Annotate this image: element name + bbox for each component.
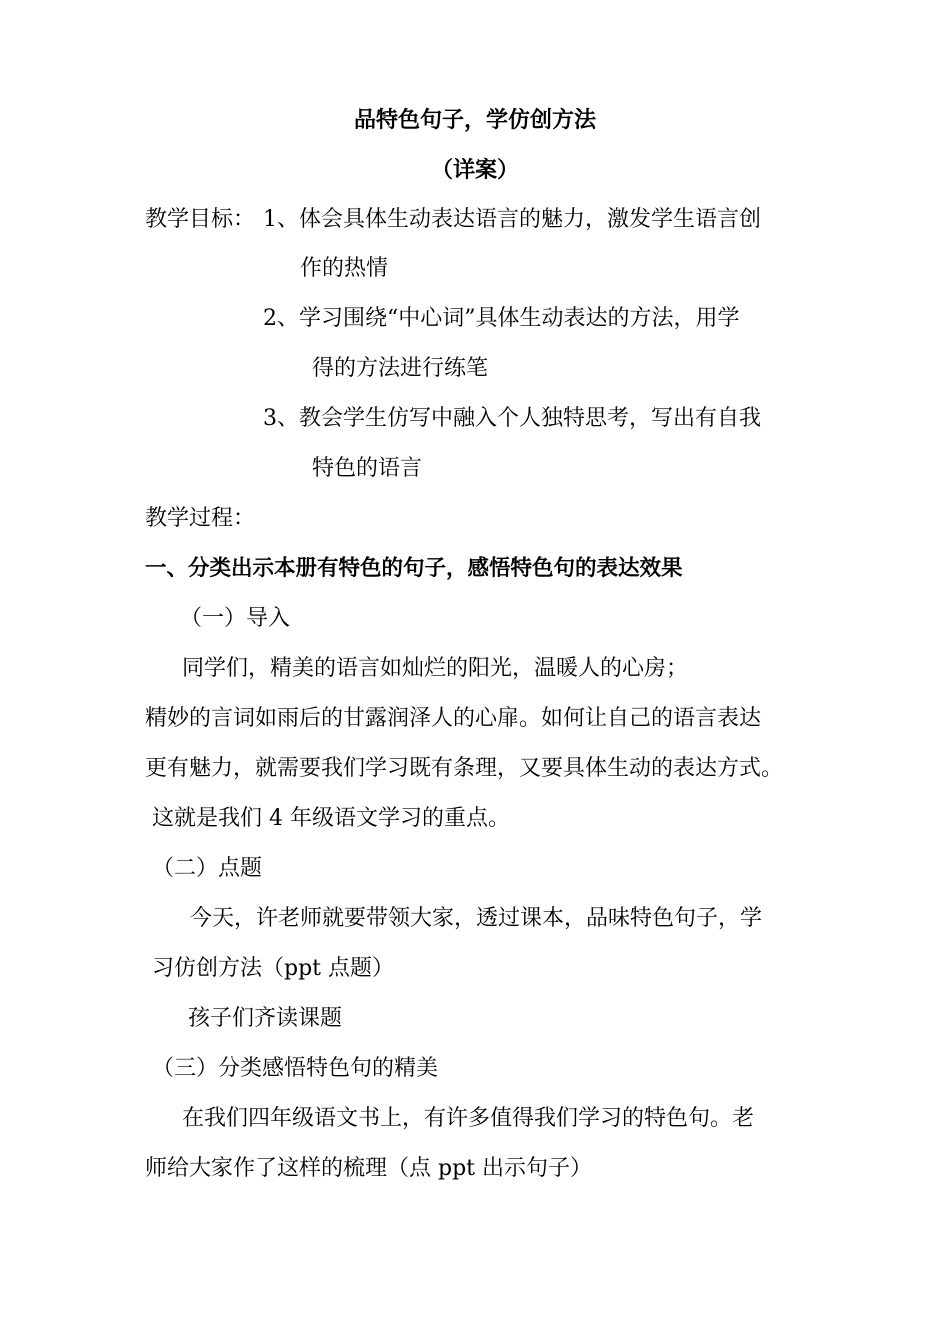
goal-2-line-1: 2、学习围绕“中心词”具体生动表达的方法，用学 [263, 306, 740, 331]
part-2-heading: （二）点题 [152, 856, 263, 881]
page-subtitle: （详案） [430, 157, 519, 183]
part-1-heading: （一）导入 [180, 606, 291, 631]
page-title: 品特色句子，学仿创方法 [353, 107, 596, 133]
goal-1-line-2: 作的热情 [300, 256, 389, 281]
goals-label: 教学目标： [145, 207, 256, 232]
part-1-line-1: 同学们，精美的语言如灿烂的阳光，温暖人的心房； [182, 656, 689, 681]
part-3-line-1: 在我们四年级语文书上，有许多值得我们学习的特色句。老 [182, 1106, 755, 1131]
part-2-line-1: 今天，许老师就要带领大家，透过课本，品味特色句子，学 [190, 906, 763, 931]
section-1-heading: 一、分类出示本册有特色的句子，感悟特色句的表达效果 [145, 556, 683, 581]
goal-3-line-2: 特色的语言 [312, 456, 423, 481]
part-3-line-2: 师给大家作了这样的梳理（点 ppt 出示句子） [145, 1156, 592, 1181]
part-1-line-4: 这就是我们 4 年级语文学习的重点。 [152, 806, 510, 831]
goal-2-line-2: 得的方法进行练笔 [312, 356, 489, 381]
goal-1-line-1: 1、体会具体生动表达语言的魅力，激发学生语言创 [263, 207, 761, 232]
goal-3-line-1: 3、教会学生仿写中融入个人独特思考，写出有自我 [263, 406, 761, 431]
process-label: 教学过程： [145, 506, 256, 531]
part-2-line-2: 习仿创方法（ppt 点题） [152, 956, 395, 981]
part-1-line-2: 精妙的言词如雨后的甘露润泽人的心扉。如何让自己的语言表达 [145, 706, 762, 731]
part-1-line-3: 更有魅力，就需要我们学习既有条理，又要具体生动的表达方式。 [145, 756, 784, 781]
part-3-heading: （三）分类感悟特色句的精美 [152, 1056, 439, 1081]
part-2-line-3: 孩子们齐读课题 [188, 1006, 343, 1031]
